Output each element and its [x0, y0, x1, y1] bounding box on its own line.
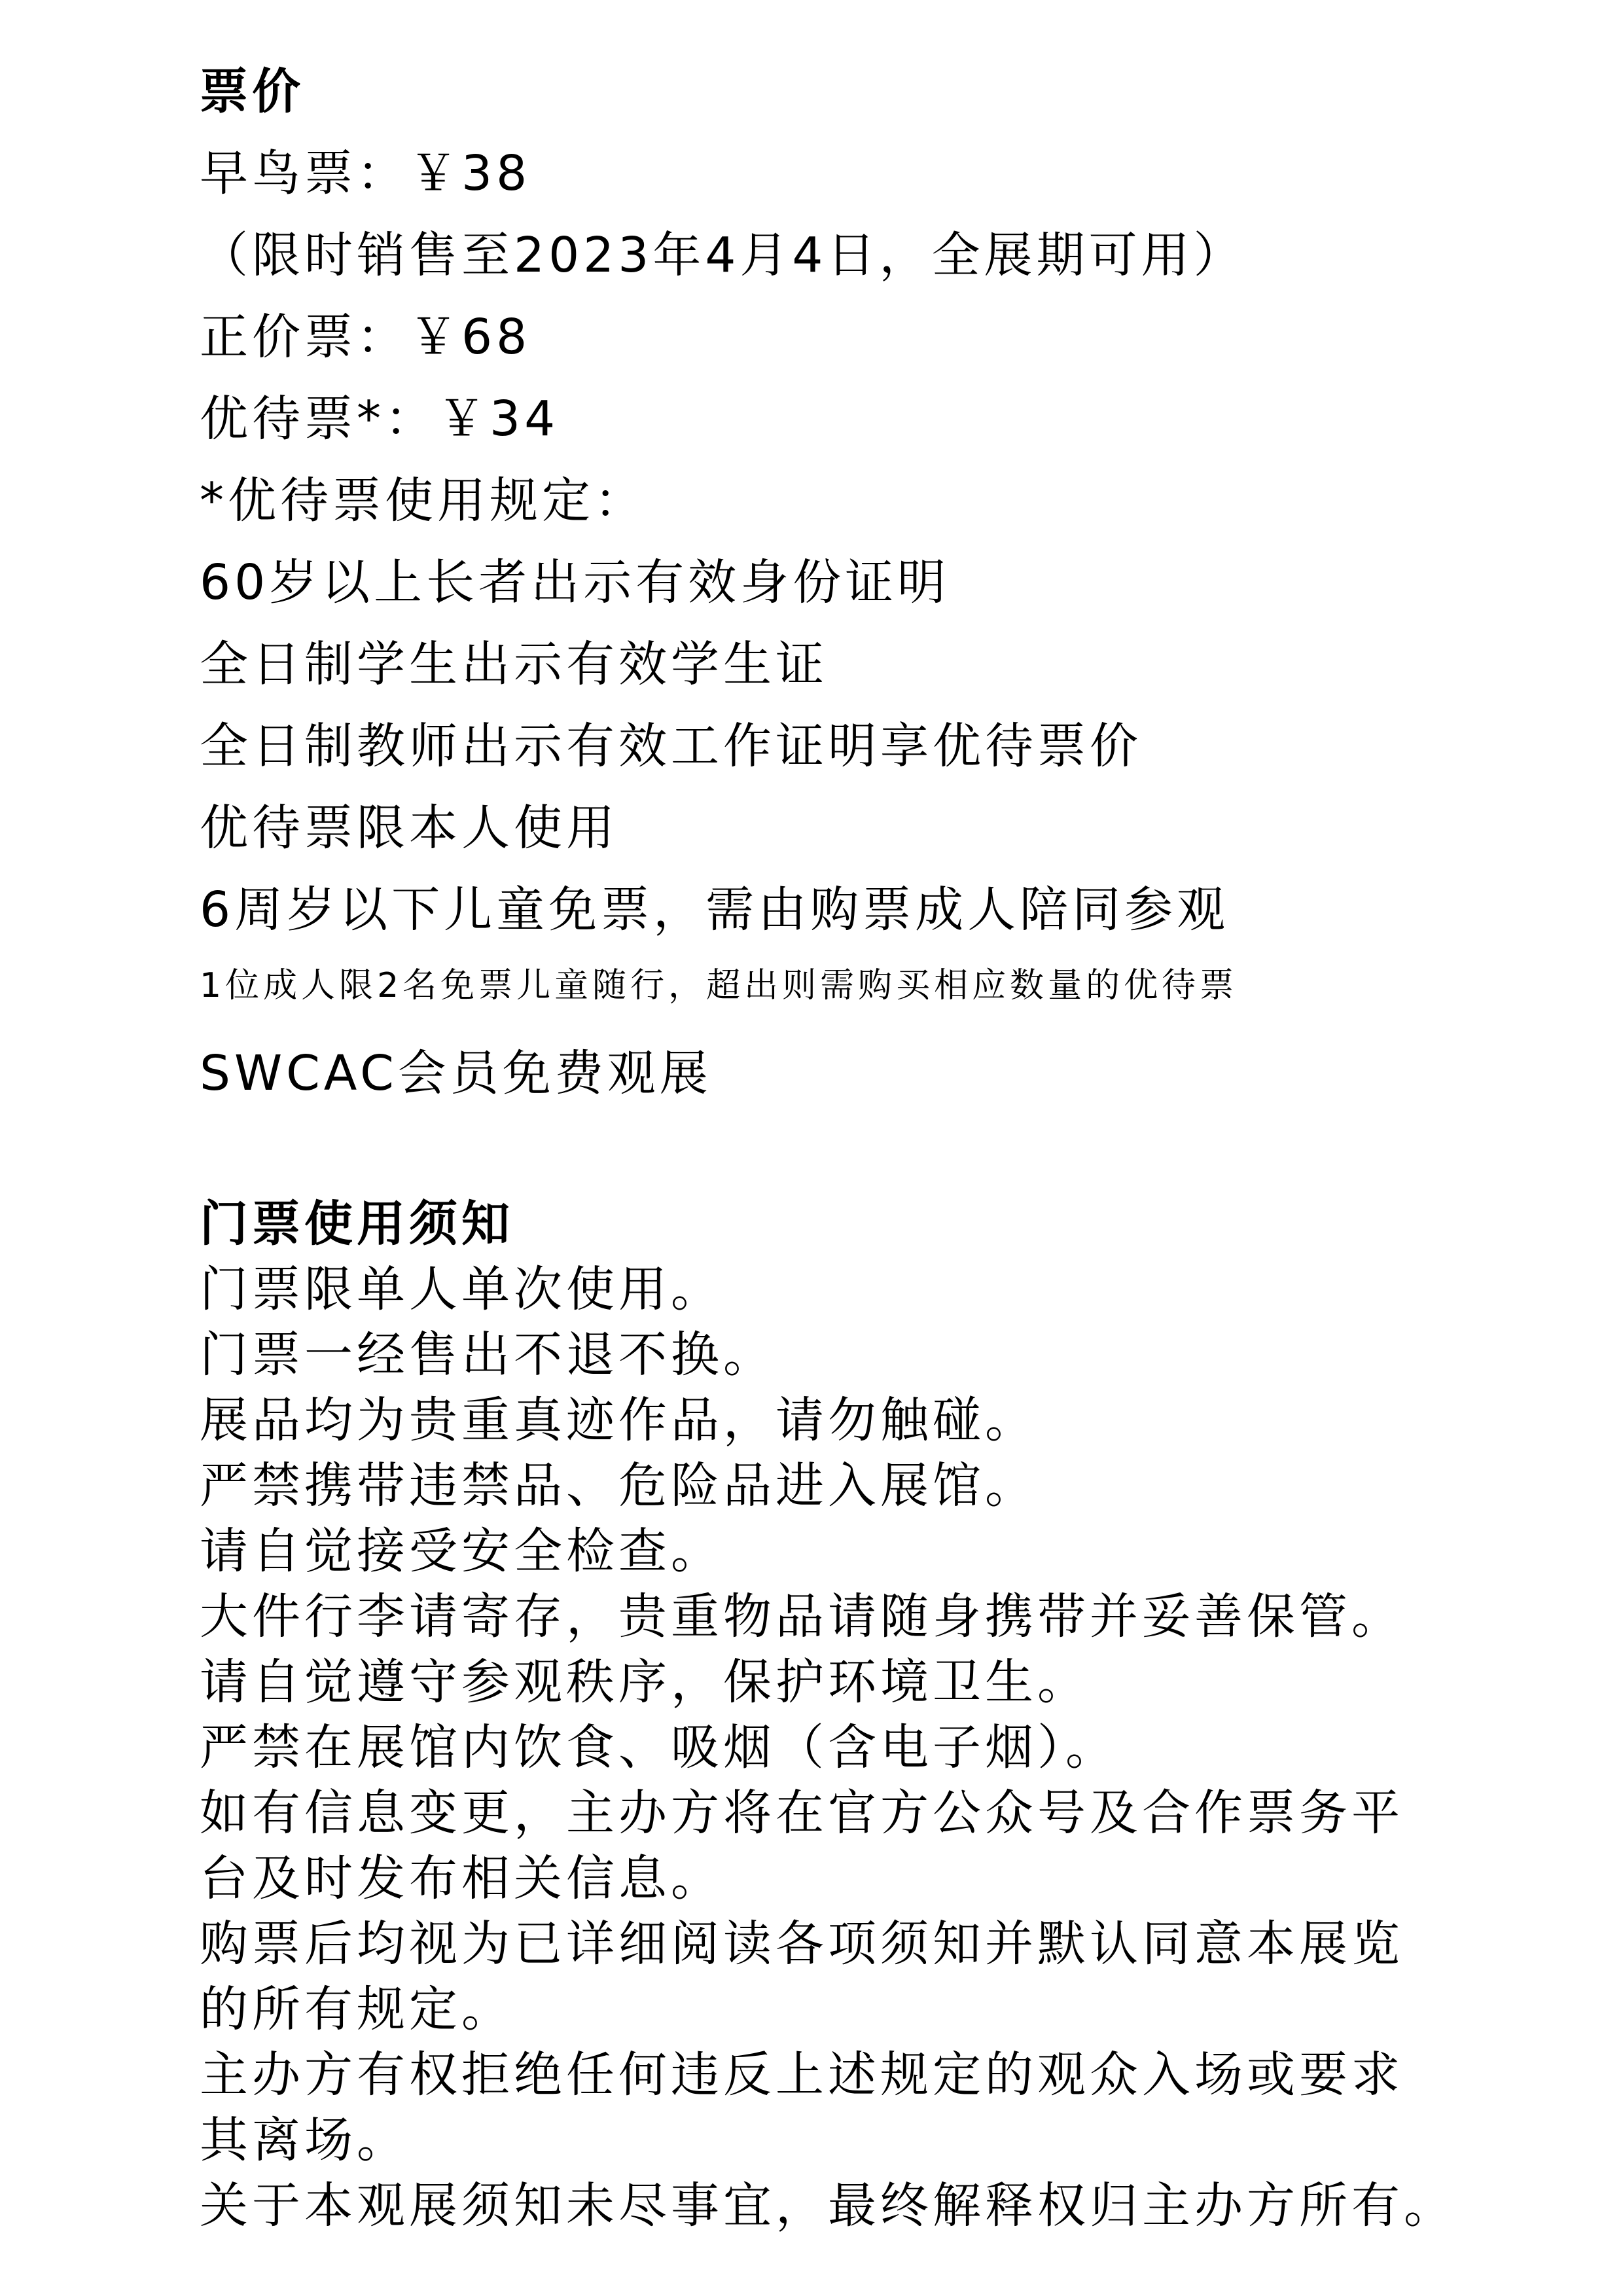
concession-price: 优待票*：￥34: [200, 391, 560, 447]
notice-item: 其离场。: [200, 2112, 409, 2168]
rule-personal: 优待票限本人使用: [200, 800, 618, 856]
pricing-heading: 票价: [200, 63, 304, 120]
notice-item: 大件行李请寄存，贵重物品请随身携带并妥善保管。: [200, 1588, 1404, 1645]
rule-children-note: 1位成人限2名免票儿童随行，超出则需购买相应数量的优待票: [200, 966, 1238, 1005]
notice-item: 门票限单人单次使用。: [200, 1261, 723, 1318]
early-bird-note: （限时销售至2023年4月4日，全展期可用）: [200, 227, 1246, 283]
rule-children: 6周岁以下儿童免票，需由购票成人陪同参观: [200, 882, 1230, 938]
notice-item: 主办方有权拒绝任何违反上述规定的观众入场或要求: [200, 2047, 1404, 2103]
notice-heading: 门票使用须知: [200, 1196, 514, 1252]
members-free: SWCAC会员免费观展: [200, 1045, 712, 1102]
notice-item: 严禁携带违禁品、危险品进入展馆。: [200, 1458, 1037, 1514]
rule-teachers: 全日制教师出示有效工作证明享优待票价: [200, 718, 1142, 774]
concession-rules-title: *优待票使用规定：: [200, 473, 647, 529]
rule-seniors: 60岁以上长者出示有效身份证明: [200, 554, 950, 611]
notice-item: 展品均为贵重真迹作品，请勿触碰。: [200, 1392, 1037, 1448]
notice-item: 购票后均视为已详细阅读各项须知并默认同意本展览: [200, 1916, 1404, 1972]
notice-item: 严禁在展馆内饮食、吸烟（含电子烟）。: [200, 1719, 1118, 1776]
rule-students: 全日制学生出示有效学生证: [200, 636, 828, 692]
notice-item: 请自觉接受安全检查。: [200, 1523, 723, 1579]
notice-item: 台及时发布相关信息。: [200, 1850, 723, 1907]
notice-item: 请自觉遵守参观秩序，保护环境卫生。: [200, 1654, 1090, 1710]
regular-price: 正价票：￥68: [200, 309, 531, 365]
notice-item: 门票一经售出不退不换。: [200, 1327, 776, 1383]
notice-item: 关于本观展须知未尽事宜，最终解释权归主办方所有。: [200, 2178, 1456, 2234]
notice-item: 如有信息变更，主办方将在官方公众号及合作票务平: [200, 1785, 1404, 1841]
notice-item: 的所有规定。: [200, 1981, 514, 2037]
early-bird-price: 早鸟票：￥38: [200, 145, 531, 202]
